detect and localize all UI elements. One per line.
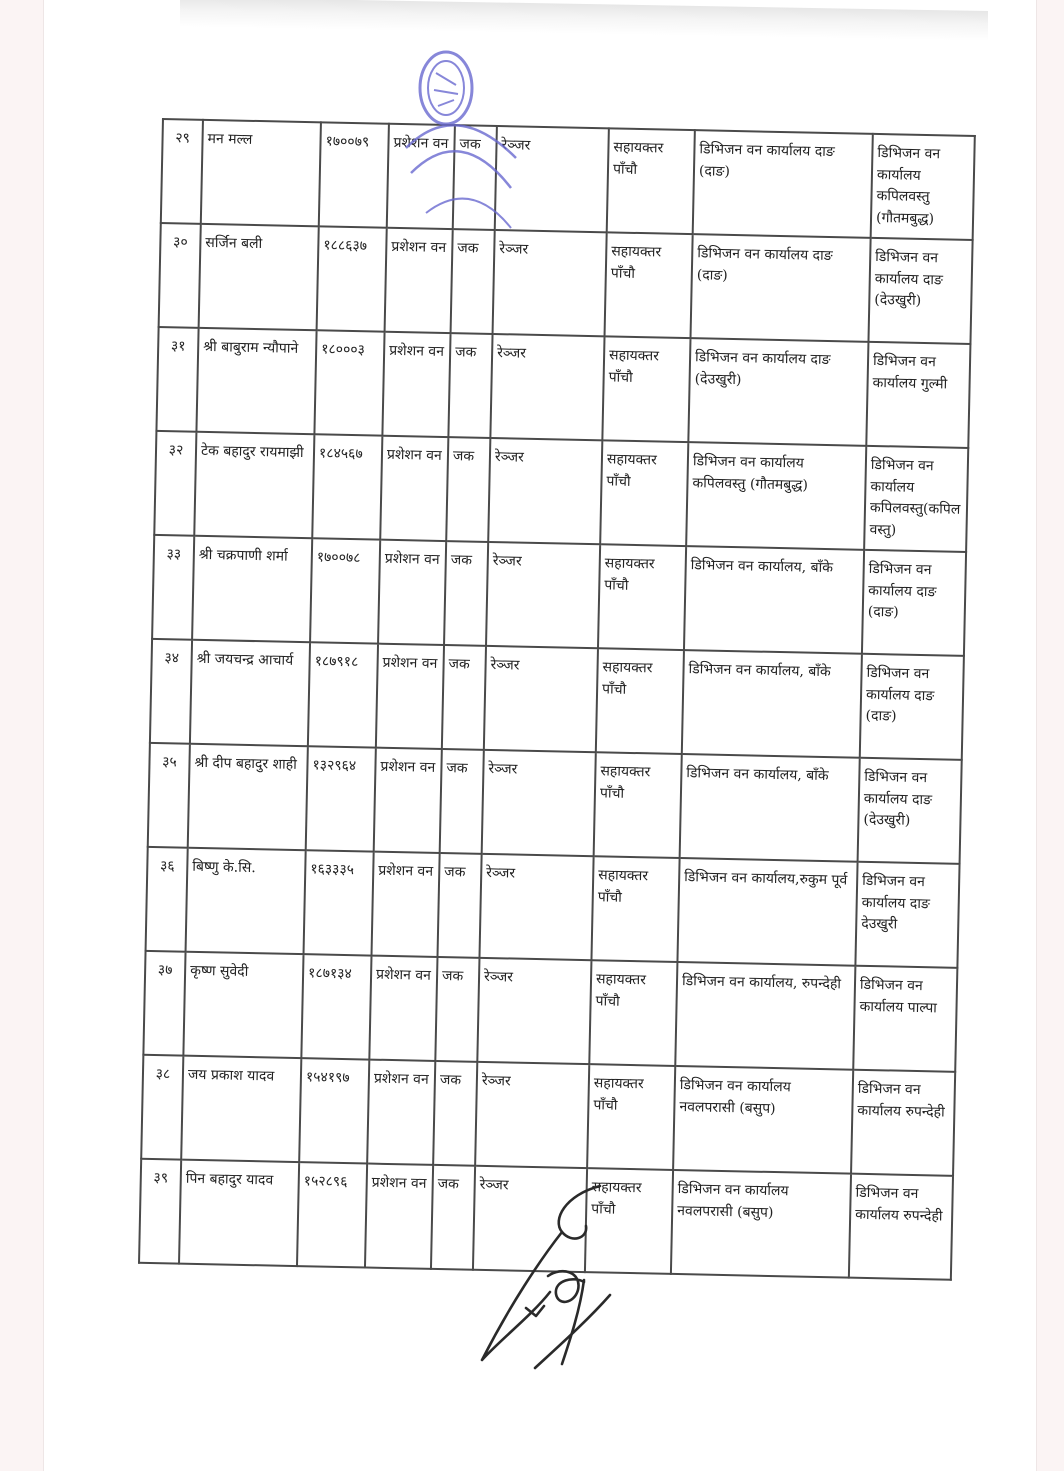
- group-cell: जक: [440, 749, 484, 854]
- employee-name-cell: श्री दीप बहादुर शाही: [188, 744, 308, 850]
- current-office-cell: डिभिजन वन कार्यालय, रुपन्देही: [675, 962, 855, 1070]
- subgroup-cell: रेञ्जर: [484, 646, 598, 752]
- employee-code-cell: १८७९१८: [308, 642, 378, 747]
- employee-name-cell: मन मल्ल: [201, 120, 321, 226]
- serial-number-cell: ३८: [141, 1055, 183, 1160]
- transfer-office-cell: डिभिजन वन कार्यालय दाङ (देउखुरी): [868, 238, 972, 344]
- subgroup-cell: रेञ्जर: [495, 126, 609, 232]
- post-level-cell: सहायक्तर पाँचौ: [600, 440, 688, 546]
- employee-code-cell: १५२८९६: [297, 1162, 367, 1267]
- employee-code-cell: १८७१३४: [301, 954, 371, 1059]
- post-level-cell: सहायक्तर पाँचौ: [591, 856, 679, 962]
- subgroup-cell: रेञ्जर: [473, 1166, 587, 1272]
- current-office-cell: डिभिजन वन कार्यालय दाङ (दाङ): [691, 234, 871, 342]
- serial-number-cell: ३०: [159, 223, 201, 328]
- table-row: [143, 951, 957, 1072]
- serial-number-cell: २९: [161, 119, 203, 224]
- current-office-cell: डिभिजन वन कार्यालय नवलपरासी (बसुप): [673, 1066, 853, 1174]
- employee-code-cell: १८४५६७: [312, 434, 382, 539]
- transfer-office-cell: डिभिजन वन कार्यालय कपिलवस्तु(कपिलवस्तु): [864, 446, 968, 552]
- transfer-office-cell: डिभिजन वन कार्यालय दाङ (दाङ): [862, 550, 966, 656]
- table-row: [148, 743, 962, 864]
- serial-number-cell: ३७: [143, 951, 185, 1056]
- employee-name-cell: कृष्ण सुवेदी: [183, 952, 303, 1058]
- transfer-office-cell: डिभिजन वन कार्यालय पाल्पा: [853, 966, 957, 1072]
- table-row: [146, 847, 960, 968]
- subgroup-cell: रेञ्जर: [482, 750, 596, 856]
- current-office-cell: डिभिजन वन कार्यालय नवलपरासी (बसुप): [671, 1170, 851, 1278]
- post-level-cell: सहायक्तर पाँचौ: [602, 336, 690, 442]
- group-cell: जक: [453, 125, 497, 230]
- transfer-office-cell: डिभिजन वन कार्यालय रुपन्देही: [849, 1174, 953, 1280]
- table-row: [141, 1055, 955, 1176]
- current-office-cell: डिभिजन वन कार्यालय,रुकुम पूर्व: [677, 858, 857, 966]
- serial-number-cell: ३९: [139, 1159, 181, 1264]
- service-cell: प्रशेशन वन: [385, 228, 453, 333]
- employee-code-cell: १८०००३: [314, 330, 384, 435]
- transfer-office-cell: डिभिजन वन कार्यालय दाङ (देउखुरी): [858, 758, 962, 864]
- service-cell: प्रशेशन वन: [378, 540, 446, 645]
- handwritten-signature: [470, 1180, 630, 1380]
- employee-name-cell: टेक बहादुर रायमाझी: [194, 432, 314, 538]
- transfer-roster-table: [138, 118, 976, 1281]
- employee-name-cell: श्री बाबुराम न्यौपाने: [196, 328, 316, 434]
- table-row: [156, 327, 970, 448]
- current-office-cell: डिभिजन वन कार्यालय, बाँके: [680, 754, 860, 862]
- employee-name-cell: बिष्णु के.सि.: [186, 848, 306, 954]
- employee-code-cell: १६३३३५: [304, 850, 374, 955]
- subgroup-cell: रेञ्जर: [488, 438, 602, 544]
- employee-name-cell: श्री चक्रपाणी शर्मा: [192, 536, 312, 642]
- post-level-cell: सहायक्तर पाँचौ: [594, 752, 682, 858]
- subgroup-cell: रेञ्जर: [479, 854, 593, 960]
- group-cell: जक: [444, 541, 488, 646]
- scan-shadow-edge: [180, 0, 988, 41]
- service-cell: प्रशेशन वन: [376, 644, 444, 749]
- post-level-cell: सहायक्तर पाँचौ: [605, 232, 693, 338]
- employee-name-cell: पिन बहादुर यादव: [179, 1160, 299, 1266]
- serial-number-cell: ३५: [148, 743, 190, 848]
- post-level-cell: सहायक्तर पाँचौ: [587, 1064, 675, 1170]
- table-row: [150, 639, 964, 760]
- service-cell: प्रशेशन वन: [374, 748, 442, 853]
- employee-name-cell: श्री जयचन्द्र आचार्य: [190, 640, 310, 746]
- transfer-table-container: [138, 118, 961, 1280]
- employee-code-cell: १७००७८: [310, 538, 380, 643]
- post-level-cell: सहायक्तर पाँचौ: [596, 648, 684, 754]
- table-row: [161, 119, 975, 240]
- transfer-office-cell: डिभिजन वन कार्यालय गुल्मी: [866, 342, 970, 448]
- employee-code-cell: १७००७९: [319, 122, 389, 227]
- service-cell: प्रशेशन वन: [367, 1060, 435, 1165]
- group-cell: जक: [448, 333, 492, 438]
- service-cell: प्रशेशन वन: [387, 124, 455, 229]
- subgroup-cell: रेञ्जर: [493, 230, 607, 336]
- post-level-cell: सहायक्तर पाँचौ: [598, 544, 686, 650]
- group-cell: जक: [433, 1061, 477, 1166]
- group-cell: जक: [431, 1165, 475, 1270]
- post-level-cell: सहायक्तर पाँचौ: [585, 1168, 673, 1274]
- transfer-office-cell: डिभिजन वन कार्यालय रुपन्देही: [851, 1070, 955, 1176]
- transfer-office-cell: डिभिजन वन कार्यालय कपिलवस्तु (गौतमबुद्ध): [871, 134, 975, 240]
- service-cell: प्रशेशन वन: [369, 956, 437, 1061]
- employee-code-cell: १८८६३७: [317, 226, 387, 331]
- post-level-cell: सहायक्तर पाँचौ: [607, 128, 695, 234]
- employee-name-cell: सर्जिन बली: [199, 224, 319, 330]
- current-office-cell: डिभिजन वन कार्यालय कपिलवस्तु (गौतमबुद्ध): [686, 442, 866, 550]
- current-office-cell: डिभिजन वन कार्यालय दाङ (दाङ): [693, 130, 873, 238]
- group-cell: जक: [451, 229, 495, 334]
- group-cell: जक: [446, 437, 490, 542]
- current-office-cell: डिभिजन वन कार्यालय दाङ (देउखुरी): [688, 338, 868, 446]
- group-cell: जक: [442, 645, 486, 750]
- current-office-cell: डिभिजन वन कार्यालय, बाँके: [684, 546, 864, 654]
- employee-code-cell: १५४१९७: [299, 1058, 369, 1163]
- service-cell: प्रशेशन वन: [382, 332, 450, 437]
- subgroup-cell: रेञ्जर: [486, 542, 600, 648]
- transfer-office-cell: डिभिजन वन कार्यालय दाङ (दाङ): [860, 654, 964, 760]
- service-cell: प्रशेशन वन: [380, 436, 448, 541]
- subgroup-cell: रेञ्जर: [490, 334, 604, 440]
- subgroup-cell: रेञ्जर: [477, 958, 591, 1064]
- employee-code-cell: १३२९६४: [306, 746, 376, 851]
- subgroup-cell: रेञ्जर: [475, 1062, 589, 1168]
- table-row: [152, 535, 966, 656]
- table-row: [159, 223, 973, 344]
- table-row: [154, 431, 968, 552]
- post-level-cell: सहायक्तर पाँचौ: [589, 960, 677, 1066]
- group-cell: जक: [435, 957, 479, 1062]
- employee-name-cell: जय प्रकाश यादव: [181, 1056, 301, 1162]
- serial-number-cell: ३१: [156, 327, 198, 432]
- service-cell: प्रशेशन वन: [365, 1164, 433, 1269]
- service-cell: प्रशेशन वन: [372, 852, 440, 957]
- serial-number-cell: ३४: [150, 639, 192, 744]
- serial-number-cell: ३२: [154, 431, 196, 536]
- current-office-cell: डिभिजन वन कार्यालय, बाँके: [682, 650, 862, 758]
- serial-number-cell: ३६: [146, 847, 188, 952]
- group-cell: जक: [437, 853, 481, 958]
- serial-number-cell: ३३: [152, 535, 194, 640]
- transfer-office-cell: डिभिजन वन कार्यालय दाङ देउखुरी: [855, 862, 959, 968]
